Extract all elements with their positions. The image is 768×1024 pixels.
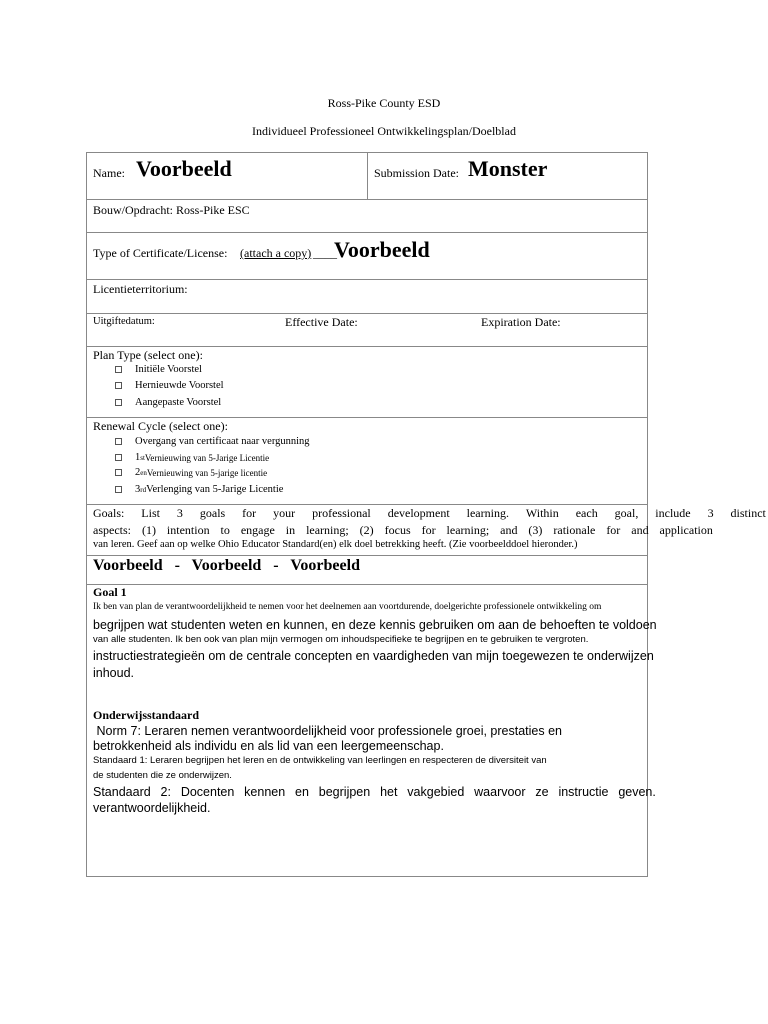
renewal-option-number: 1 xyxy=(135,452,141,463)
word: each xyxy=(575,506,598,520)
renewal-option-label: Overgang van certificaat naar vergunning xyxy=(135,436,310,447)
checkbox-icon[interactable] xyxy=(115,438,122,445)
word: distinct xyxy=(730,506,766,520)
word: Goals: xyxy=(93,506,125,520)
row-divider xyxy=(86,346,648,347)
word: and xyxy=(500,523,518,537)
renewal-option[interactable] xyxy=(115,467,267,478)
checkbox-icon[interactable] xyxy=(115,382,122,389)
word: aspects: xyxy=(93,523,131,537)
word: development xyxy=(387,506,450,520)
word: kennen xyxy=(244,785,286,799)
renewal-option[interactable] xyxy=(115,452,269,463)
attach-copy-note: (attach a copy) xyxy=(240,246,312,260)
word: instructie xyxy=(558,785,609,799)
word: your xyxy=(273,506,296,520)
goals-instructions-line xyxy=(93,522,713,539)
goal-text-line: Ik ben van plan de verantwoordelijkheid te nemen voor het deelnemen aan voortdurende, doelgerichte professionele ontwikkeling om xyxy=(93,602,602,612)
renewal-option-label: Vernieuwing van 5-Jarige Licentie xyxy=(144,452,270,463)
word: for xyxy=(606,523,621,537)
certificate-blank-line: ____ xyxy=(313,246,337,260)
word: het xyxy=(380,785,398,799)
standard-text-line: Norm 7: Leraren nemen verantwoordelijkheid voor professionele groei, prestaties en xyxy=(93,724,563,738)
goal-text-line: begrijpen wat studenten weten en kunnen, en deze kennis gebruiken om aan de behoeften te voldoen xyxy=(93,618,657,632)
row-divider xyxy=(86,279,648,280)
word: waarvoor xyxy=(474,785,526,799)
word: for xyxy=(242,506,257,520)
word: and xyxy=(631,523,649,537)
plan-type-option[interactable] xyxy=(115,380,224,391)
word: for xyxy=(421,523,436,537)
standard-text-line xyxy=(93,785,656,799)
effective-date-label: Effective Date: xyxy=(285,315,358,329)
plan-type-option-label: Initiële Voorstel xyxy=(135,364,202,375)
standard-text-line: de studenten die ze onderwijzen. xyxy=(93,770,232,781)
word: rationale xyxy=(553,523,596,537)
word: include xyxy=(655,506,691,520)
standard-text-line: betrokkenheid als individu en als lid van een leergemeenschap. xyxy=(93,739,444,753)
goal-text-line: van alle studenten. Ik ben ook van plan mijn vermogen om inhoudspecifieke te begrijpen en te gebruiken te vergroten. xyxy=(93,634,589,645)
word: to xyxy=(220,523,230,537)
plan-type-option[interactable] xyxy=(115,397,221,408)
sample-banner: Voorbeeld - Voorbeeld - Voorbeeld xyxy=(93,557,360,574)
submission-date-label: Submission Date: xyxy=(374,166,460,180)
renewal-option-number: 3 xyxy=(135,484,141,495)
word: application xyxy=(659,523,713,537)
row-divider xyxy=(86,555,648,556)
issue-date-label: Uitgiftedatum: xyxy=(93,316,155,327)
license-area-label: Licentieterritorium: xyxy=(93,282,188,296)
standard-text-line: verantwoordelijkheid. xyxy=(93,801,211,815)
name-value: Voorbeeld xyxy=(136,156,232,181)
word: professional xyxy=(312,506,371,520)
standard-text-line: Standaard 1: Leraren begrijpen het leren en de ontwikkeling van leerlingen en respecteren de diversiteit van xyxy=(93,755,547,766)
word: learning; xyxy=(446,523,490,537)
certificate-type-label: Type of Certificate/License: xyxy=(93,246,228,260)
word: (1) xyxy=(141,523,156,537)
row-divider xyxy=(86,313,648,314)
word: goal, xyxy=(614,506,639,520)
word: learning. xyxy=(466,506,509,520)
column-divider xyxy=(367,152,368,199)
checkbox-icon[interactable] xyxy=(115,486,122,493)
submission-date-value: Monster xyxy=(468,156,548,181)
renewal-option-number: 2 xyxy=(135,467,141,478)
document-title: Individueel Professioneel Ontwikkelingsplan/Doelblad xyxy=(252,124,516,138)
word: 3 xyxy=(176,506,183,520)
renewal-option[interactable] xyxy=(115,436,310,447)
checkbox-icon[interactable] xyxy=(115,469,122,476)
plan-type-option-label: Aangepaste Voorstel xyxy=(135,397,222,408)
word: (3) xyxy=(528,523,543,537)
word: begrijpen xyxy=(318,785,371,799)
word: focus xyxy=(384,523,411,537)
ordinal-suffix: rd xyxy=(140,485,147,494)
word: in xyxy=(285,523,296,537)
word: geven. xyxy=(618,785,656,799)
word: Docenten xyxy=(180,785,235,799)
ordinal-suffix: st xyxy=(140,453,145,462)
word: engage xyxy=(240,523,275,537)
checkbox-icon[interactable] xyxy=(115,454,122,461)
word: (2) xyxy=(359,523,374,537)
renewal-option-label: Vernieuwing van 5-jarige licentie xyxy=(146,467,268,478)
goal-text-line: instructiestrategieën om de centrale concepten en vaardigheden van mijn toegewezen te onderwijzen xyxy=(93,649,654,663)
goal-text-line: inhoud. xyxy=(93,666,135,680)
word: goals xyxy=(199,506,226,520)
row-divider xyxy=(86,584,648,585)
certificate-type-value: Voorbeeld xyxy=(334,237,430,262)
plan-type-option[interactable] xyxy=(115,364,202,375)
word: List xyxy=(141,506,160,520)
word: ze xyxy=(535,785,549,799)
building-assignment: Bouw/Opdracht: Ross-Pike ESC xyxy=(93,203,250,217)
expiration-date-label: Expiration Date: xyxy=(481,315,561,329)
name-label: Name: xyxy=(93,166,125,180)
goal-title: Goal 1 xyxy=(93,585,127,599)
plan-type-option-label: Hernieuwde Voorstel xyxy=(135,380,224,391)
word: 3 xyxy=(707,506,714,520)
row-divider xyxy=(86,232,648,233)
standard-title: Onderwijsstandaard xyxy=(93,708,200,722)
checkbox-icon[interactable] xyxy=(115,399,122,406)
word: vakgebied xyxy=(407,785,465,799)
row-divider xyxy=(86,199,648,200)
word: learning; xyxy=(306,523,349,537)
word: Standaard xyxy=(93,785,151,799)
plan-type-label: Plan Type (select one): xyxy=(93,348,203,362)
word: Within xyxy=(525,506,559,520)
renewal-cycle-label: Renewal Cycle (select one): xyxy=(93,419,228,433)
checkbox-icon[interactable] xyxy=(115,366,122,373)
word: 2: xyxy=(160,785,171,799)
word: intention xyxy=(166,523,210,537)
goals-instructions-line xyxy=(93,505,766,522)
word: en xyxy=(295,785,309,799)
goals-instructions-line: van leren. Geef aan op welke Ohio Educator Standard(en) elk doel betrekking heeft. (Zie voorbeelddoel hieronder.) xyxy=(93,539,578,550)
renewal-option-label: Verlenging van 5-Jarige Licentie xyxy=(146,484,284,495)
row-divider xyxy=(86,417,648,418)
ordinal-suffix: en xyxy=(140,468,147,477)
renewal-option[interactable] xyxy=(115,484,283,495)
organization-name: Ross-Pike County ESD xyxy=(327,96,441,110)
